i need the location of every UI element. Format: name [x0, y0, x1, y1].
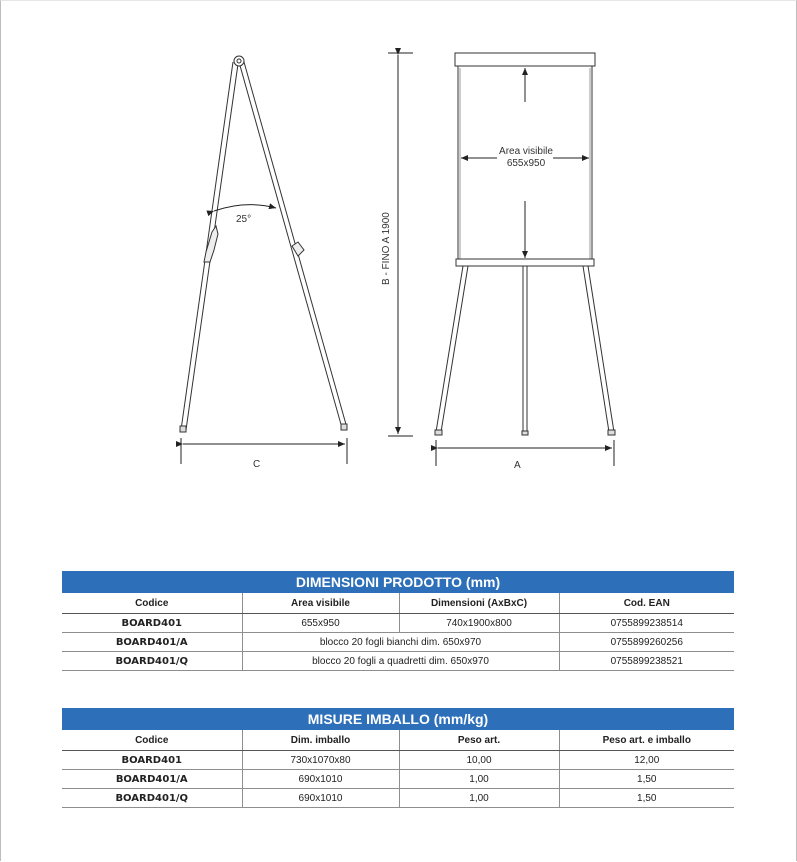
package-dimensions: 730x1070x80 [242, 751, 399, 770]
easel-side-view [180, 56, 347, 432]
column-header: Peso art. e imballo [559, 730, 734, 751]
ean-code: 0755899238521 [559, 652, 734, 671]
product-description: blocco 20 fogli a quadretti dim. 650x970 [242, 652, 559, 671]
product-code: BOARD401/Q [62, 652, 242, 671]
product-dimensions-table [62, 571, 734, 671]
packaging-table [62, 708, 734, 808]
product-dimensions-title: DIMENSIONI PRODOTTO (mm) [62, 571, 734, 593]
column-header: Dimensioni (AxBxC) [399, 593, 559, 614]
item-weight: 10,00 [399, 751, 559, 770]
item-weight: 1,00 [399, 770, 559, 789]
gross-weight: 12,00 [559, 751, 734, 770]
product-code: BOARD401 [62, 751, 242, 770]
table-row [62, 633, 734, 652]
dimensions: 740x1900x800 [399, 614, 559, 633]
table-header-row [62, 730, 734, 751]
product-code: BOARD401 [62, 614, 242, 633]
table-header-row [62, 593, 734, 614]
height-dimension-label: B - FINO A 1900 [381, 212, 392, 285]
column-header: Cod. EAN [559, 593, 734, 614]
product-code: BOARD401/A [62, 633, 242, 652]
table-row [62, 652, 734, 671]
column-header: Codice [62, 593, 242, 614]
column-header: Codice [62, 730, 242, 751]
package-dimensions: 690x1010 [242, 770, 399, 789]
gross-weight: 1,50 [559, 770, 734, 789]
column-header: Peso art. [399, 730, 559, 751]
angle-label: 25° [236, 214, 252, 225]
visible-area: 655x950 [242, 614, 399, 633]
dimension-c [181, 438, 347, 464]
gross-weight: 1,50 [559, 789, 734, 808]
table-row [62, 751, 734, 770]
table-row [62, 770, 734, 789]
product-description: blocco 20 fogli bianchi dim. 650x970 [242, 633, 559, 652]
dimension-a-label: A [514, 460, 521, 471]
product-code: BOARD401/A [62, 770, 242, 789]
dimension-c-label: C [253, 459, 261, 470]
table-row [62, 614, 734, 633]
dimension-a [436, 440, 614, 466]
area-label: Area visibile [499, 146, 553, 157]
item-weight: 1,00 [399, 789, 559, 808]
package-dimensions: 690x1010 [242, 789, 399, 808]
packaging-title: MISURE IMBALLO (mm/kg) [62, 708, 734, 730]
column-header: Area visibile [242, 593, 399, 614]
ean-code: 0755899260256 [559, 633, 734, 652]
table-row [62, 789, 734, 808]
ean-code: 0755899238514 [559, 614, 734, 633]
product-code: BOARD401/Q [62, 789, 242, 808]
area-size-label: 655x950 [506, 158, 546, 169]
column-header: Dim. imballo [242, 730, 399, 751]
